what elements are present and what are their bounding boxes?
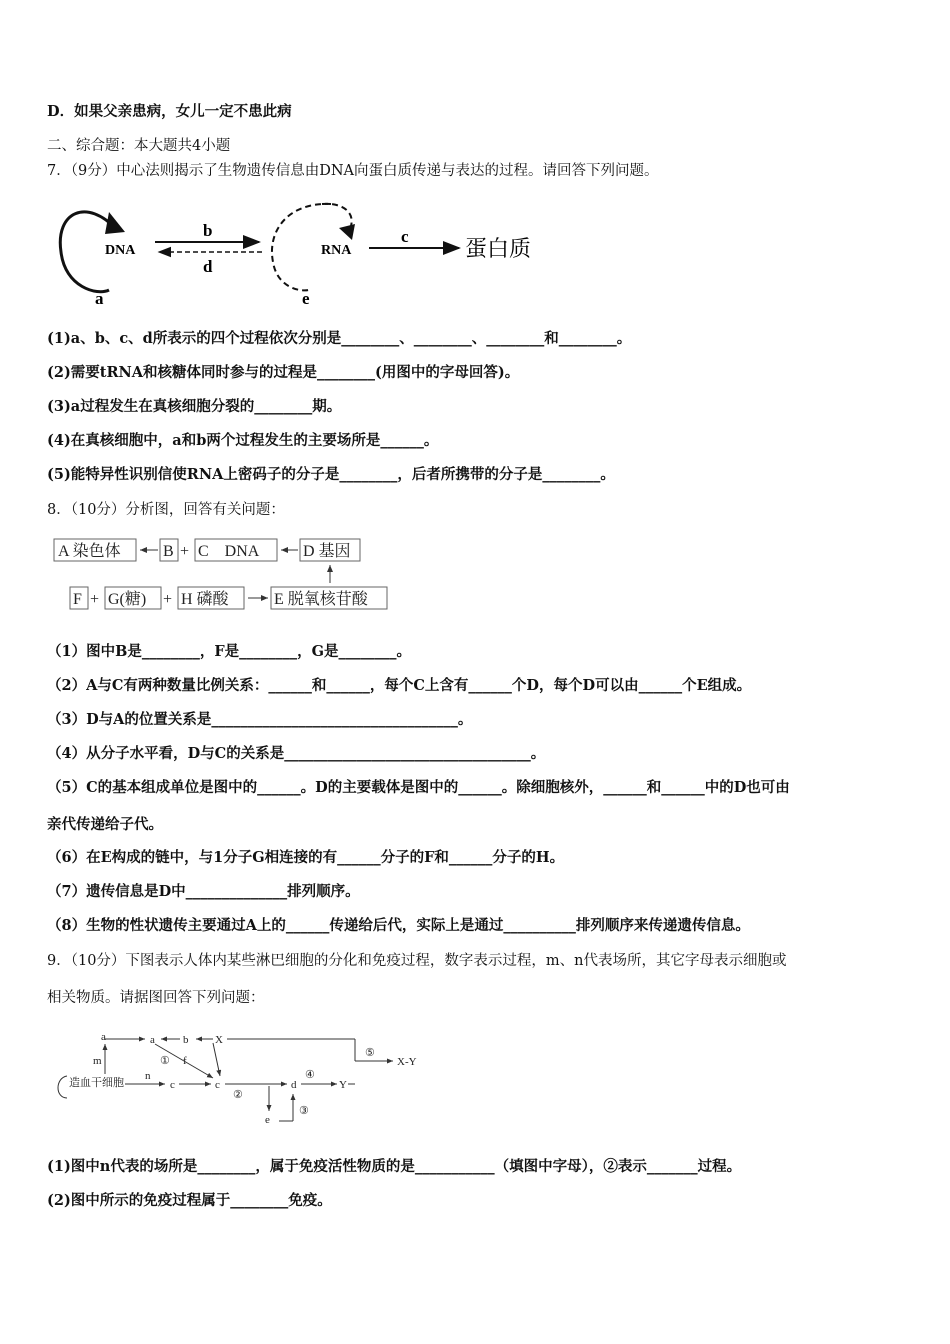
q7-sub3: (3)a过程发生在真核细胞分裂的________期。 (47, 398, 342, 415)
label-p5: ⑤ (365, 1047, 375, 1059)
q8-sub2: （2）A与C有两种数量比例关系：______和______，每个C上含有______个D，每个D可以由______个E组成。 (47, 677, 752, 694)
q8-sub3: （3）D与A的位置关系是__________________________________。 (47, 711, 473, 728)
q8-sub4: （4）从分子水平看，D与C的关系是__________________________________。 (47, 745, 546, 762)
label-c2: c (215, 1079, 220, 1091)
label-a: a (150, 1034, 155, 1046)
label-p3: ③ (299, 1105, 309, 1117)
protein-label: 蛋白质 (465, 236, 532, 261)
q7-sub1: (1)a、b、c、d所表示的四个过程依次分别是________、________、________和________。 (47, 330, 632, 347)
label-a-top: a (101, 1031, 106, 1043)
q7-sub2: (2)需要tRNA和核糖体同时参与的过程是________(用图中的字母回答)。 (47, 364, 520, 381)
label-d: d (291, 1079, 297, 1091)
dna-label: DNA (105, 243, 136, 258)
box-h: H 磷酸 (181, 591, 229, 608)
box-b: B (163, 543, 174, 560)
q9-sub1: (1)图中n代表的场所是________，属于免疫活性物质的是___________（填图中字母），②表示_______过程。 (47, 1158, 742, 1175)
label-f: f (183, 1055, 187, 1067)
section-heading: 二、综合题：本大题共4小题 (47, 138, 231, 154)
label-x: X (215, 1034, 223, 1046)
svg-text:+: + (90, 591, 100, 608)
box-d: D 基因 (303, 543, 351, 560)
central-dogma-figure (47, 192, 567, 317)
box-f: F (73, 591, 82, 608)
label-b: b (203, 221, 213, 240)
label-p4: ④ (305, 1069, 315, 1081)
q9-stem-b: 相关物质。请据图回答下列问题： (47, 990, 265, 1006)
q8-sub5b: 亲代传递给子代。 (47, 816, 163, 833)
q9-stem-a: 9．（10分）下图表示人体内某些淋巴细胞的分化和免疫过程，数字表示过程，m、n代表场所，其它字母表示细胞或 (47, 953, 787, 969)
label-y: Y (339, 1079, 347, 1091)
stem-cell-label: 造血干细胞 (69, 1077, 124, 1089)
q7-stem: 7．（9分）中心法则揭示了生物遗传信息由DNA向蛋白质传递与表达的过程。请回答下列问题。 (47, 163, 659, 179)
rna-label: RNA (321, 243, 352, 258)
q7-sub5: (5)能特异性识别信使RNA上密码子的分子是________，后者所携带的分子是________。 (47, 466, 615, 483)
q8-sub7: （7）遗传信息是D中______________排列顺序。 (47, 883, 360, 900)
label-n: n (145, 1070, 151, 1082)
q9-sub2: (2)图中所示的免疫过程属于________免疫。 (47, 1192, 332, 1209)
gene-structure-figure (52, 535, 392, 615)
label-c: c (401, 227, 409, 246)
box-e: E 脱氧核苷酸 (274, 591, 368, 608)
label-xy: X-Y (397, 1056, 417, 1068)
box-c: C DNA (198, 543, 260, 560)
label-d: d (203, 257, 213, 276)
label-e: e (265, 1114, 270, 1126)
box-a: A 染色体 (58, 543, 121, 560)
option-d: D．如果父亲患病，女儿一定不患此病 (47, 103, 292, 120)
svg-text:+: + (163, 591, 173, 608)
q8-sub1: （1）图中B是________，F是________，G是________。 (47, 643, 412, 660)
box-g: G(糖) (108, 591, 147, 608)
q7-sub4: (4)在真核细胞中，a和b两个过程发生的主要场所是______。 (47, 432, 439, 449)
q8-sub8: （8）生物的性状遗传主要通过A上的______传递给后代，实际上是通过__________排列顺序来传递遗传信息。 (47, 917, 750, 934)
label-p1: ① (160, 1055, 170, 1067)
label-b: b (183, 1034, 189, 1046)
q8-sub6: （6）在E构成的链中，与1分子G相连接的有______分子的F和______分子的H。 (47, 849, 565, 866)
svg-text:+: + (180, 543, 190, 560)
label-m: m (93, 1055, 102, 1067)
q8-sub5a: （5）C的基本组成单位是图中的______。D的主要载体是图中的______。除细胞核外，______和______中的D也可由 (47, 779, 790, 796)
label-e: e (302, 289, 310, 308)
replication-arrowhead (105, 212, 125, 234)
label-p2: ② (233, 1089, 243, 1101)
label-a: a (95, 289, 104, 308)
q8-stem: 8．（10分）分析图，回答有关问题： (47, 502, 285, 518)
label-c1: c (170, 1079, 175, 1091)
immune-process-figure (55, 1026, 435, 1131)
